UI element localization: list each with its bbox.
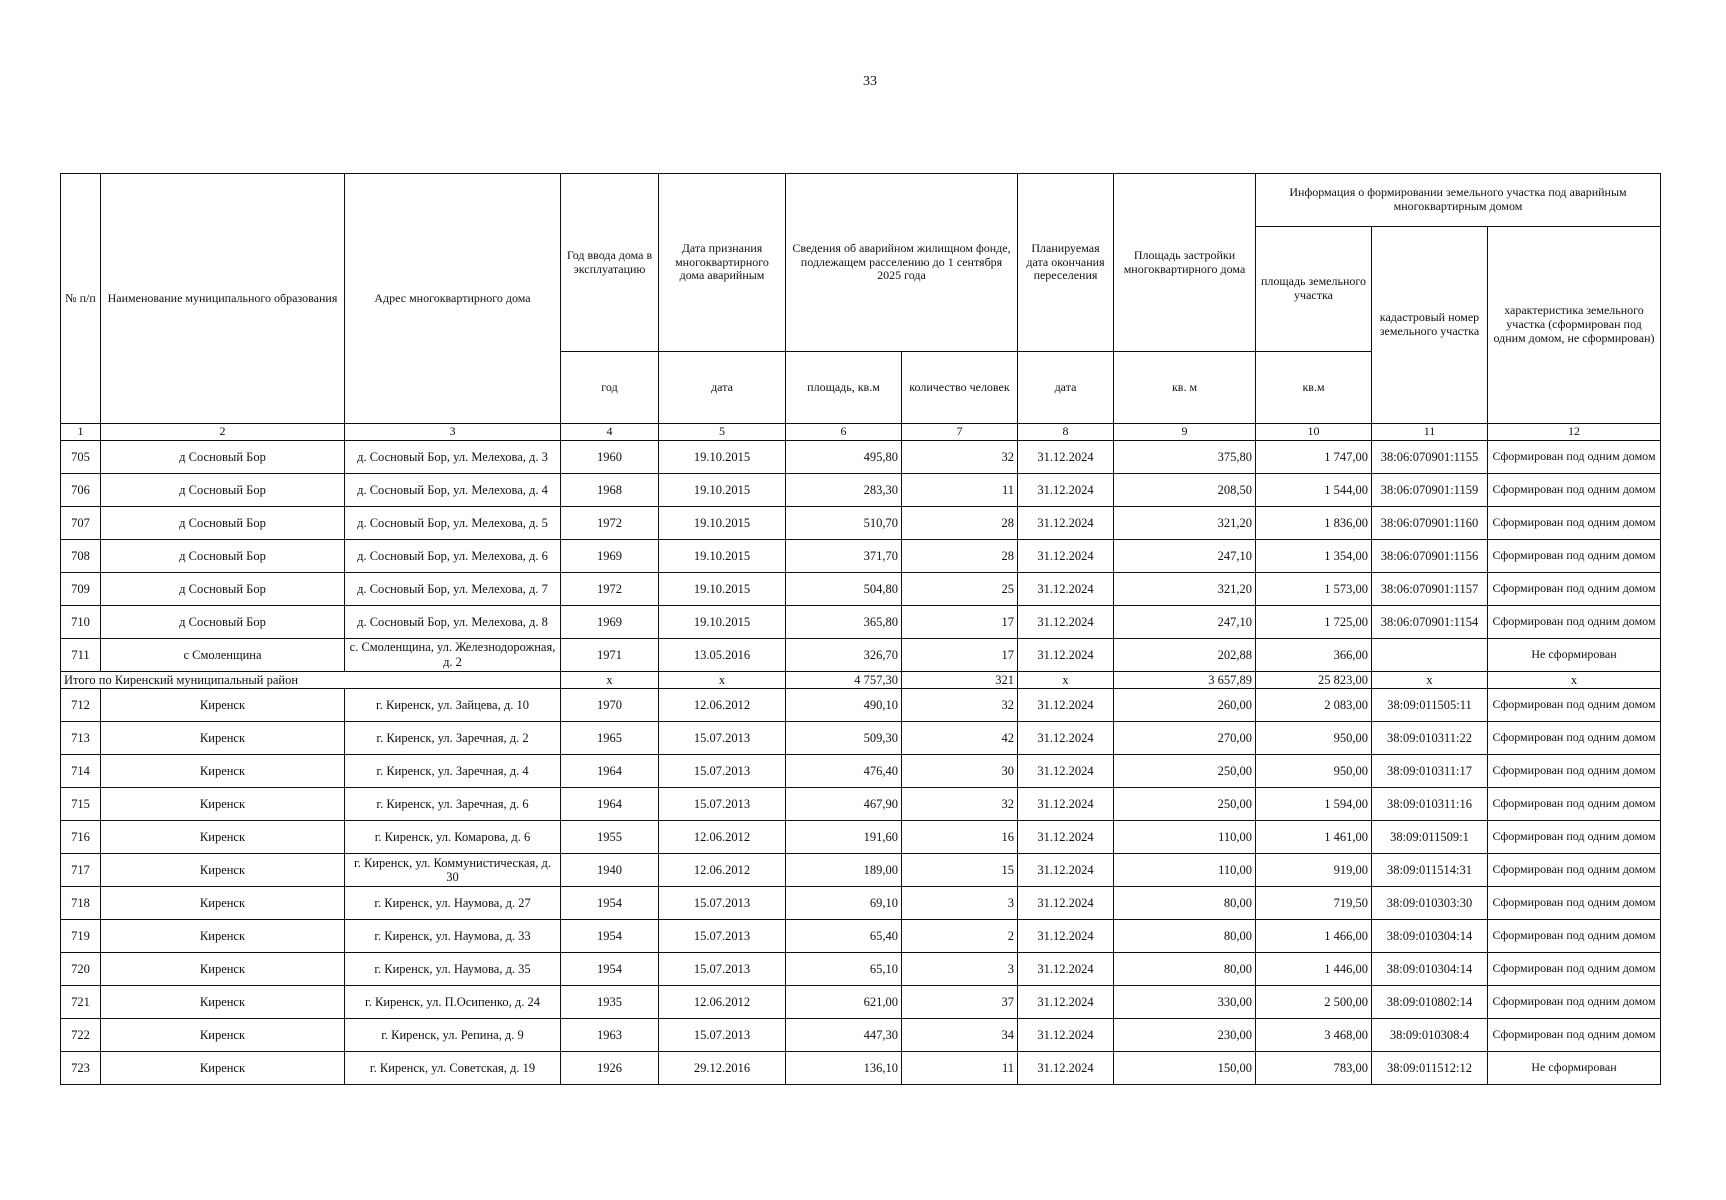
recognition-date: 15.07.2013 — [659, 722, 786, 755]
house-address: д. Сосновый Бор, ул. Мелехова, д. 7 — [345, 572, 561, 605]
housing-area: 504,80 — [786, 572, 902, 605]
row-number: 717 — [61, 854, 101, 887]
built-area: 375,80 — [1114, 440, 1256, 473]
built-area: 80,00 — [1114, 920, 1256, 953]
land-area: 950,00 — [1256, 722, 1372, 755]
column-index-cell: 3 — [345, 424, 561, 441]
house-address: г. Киренск, ул. Наумова, д. 33 — [345, 920, 561, 953]
cadastral-number: 38:09:010308:4 — [1372, 1019, 1488, 1052]
commission-year: 1969 — [561, 539, 659, 572]
table-row — [61, 920, 1661, 953]
housing-area: 69,10 — [786, 887, 902, 920]
recognition-date: 12.06.2012 — [659, 821, 786, 854]
land-area: 366,00 — [1256, 638, 1372, 671]
land-area: 1 544,00 — [1256, 473, 1372, 506]
built-area: 330,00 — [1114, 986, 1256, 1019]
land-area: 1 461,00 — [1256, 821, 1372, 854]
header-year-commission: Год ввода дома в эксплуатацию — [561, 174, 659, 352]
recognition-date: 19.10.2015 — [659, 539, 786, 572]
row-number: 711 — [61, 638, 101, 671]
planned-date: 31.12.2024 — [1018, 755, 1114, 788]
land-characteristic: Не сформирован — [1488, 1052, 1661, 1085]
housing-area: 476,40 — [786, 755, 902, 788]
land-characteristic: Сформирован под одним домом — [1488, 986, 1661, 1019]
recognition-date: 15.07.2013 — [659, 788, 786, 821]
subtotal-char: x — [1488, 671, 1661, 688]
page-number: 33 — [863, 74, 877, 89]
people-count: 11 — [902, 1052, 1018, 1085]
people-count: 32 — [902, 689, 1018, 722]
header-num: № п/п — [61, 174, 101, 424]
planned-date: 31.12.2024 — [1018, 1019, 1114, 1052]
house-address: г. Киренск, ул. Коммунистическая, д. 30 — [345, 854, 561, 887]
cadastral-number: 38:09:010802:14 — [1372, 986, 1488, 1019]
built-area: 80,00 — [1114, 887, 1256, 920]
row-number: 712 — [61, 689, 101, 722]
recognition-date: 13.05.2016 — [659, 638, 786, 671]
commission-year: 1972 — [561, 572, 659, 605]
planned-date: 31.12.2024 — [1018, 1052, 1114, 1085]
planned-date: 31.12.2024 — [1018, 440, 1114, 473]
land-characteristic: Сформирован под одним домом — [1488, 953, 1661, 986]
built-area: 250,00 — [1114, 755, 1256, 788]
row-number: 713 — [61, 722, 101, 755]
people-count: 32 — [902, 440, 1018, 473]
column-index-cell: 2 — [101, 424, 345, 441]
land-area: 1 594,00 — [1256, 788, 1372, 821]
row-number: 718 — [61, 887, 101, 920]
subtotal-people: 321 — [902, 671, 1018, 688]
recognition-date: 19.10.2015 — [659, 440, 786, 473]
header-land-info: Информация о формировании земельного участка под аварийным многоквартирным домом — [1256, 174, 1661, 227]
unit-land-m2: кв.м — [1256, 352, 1372, 424]
table-row — [61, 1019, 1661, 1052]
municipality-name: Киренск — [101, 1052, 345, 1085]
table-row — [61, 887, 1661, 920]
planned-date: 31.12.2024 — [1018, 887, 1114, 920]
table-row — [61, 506, 1661, 539]
municipality-name: д Сосновый Бор — [101, 473, 345, 506]
municipality-name: с Смоленщина — [101, 638, 345, 671]
housing-area: 189,00 — [786, 854, 902, 887]
row-number: 705 — [61, 440, 101, 473]
planned-date: 31.12.2024 — [1018, 605, 1114, 638]
column-index-cell: 1 — [61, 424, 101, 441]
recognition-date: 19.10.2015 — [659, 605, 786, 638]
planned-date: 31.12.2024 — [1018, 539, 1114, 572]
land-characteristic: Сформирован под одним домом — [1488, 572, 1661, 605]
people-count: 3 — [902, 953, 1018, 986]
row-number: 719 — [61, 920, 101, 953]
municipality-name: д Сосновый Бор — [101, 539, 345, 572]
people-count: 17 — [902, 605, 1018, 638]
commission-year: 1955 — [561, 821, 659, 854]
planned-date: 31.12.2024 — [1018, 722, 1114, 755]
people-count: 32 — [902, 788, 1018, 821]
unit-people: количество человек — [902, 352, 1018, 424]
header-planned-date: Планируемая дата окончания переселения — [1018, 174, 1114, 352]
commission-year: 1940 — [561, 854, 659, 887]
column-index-cell: 10 — [1256, 424, 1372, 441]
house-address: с. Смоленщина, ул. Железнодорожная, д. 2 — [345, 638, 561, 671]
cadastral-number: 38:06:070901:1155 — [1372, 440, 1488, 473]
recognition-date: 12.06.2012 — [659, 689, 786, 722]
land-characteristic: Сформирован под одним домом — [1488, 920, 1661, 953]
unit-date: дата — [659, 352, 786, 424]
housing-area: 191,60 — [786, 821, 902, 854]
row-number: 709 — [61, 572, 101, 605]
planned-date: 31.12.2024 — [1018, 920, 1114, 953]
house-address: г. Киренск, ул. Советская, д. 19 — [345, 1052, 561, 1085]
people-count: 15 — [902, 854, 1018, 887]
municipality-name: Киренск — [101, 953, 345, 986]
housing-area: 65,10 — [786, 953, 902, 986]
recognition-date: 19.10.2015 — [659, 572, 786, 605]
land-area: 1 446,00 — [1256, 953, 1372, 986]
municipality-name: Киренск — [101, 986, 345, 1019]
built-area: 247,10 — [1114, 539, 1256, 572]
built-area: 202,88 — [1114, 638, 1256, 671]
people-count: 3 — [902, 887, 1018, 920]
housing-area: 365,80 — [786, 605, 902, 638]
planned-date: 31.12.2024 — [1018, 689, 1114, 722]
row-number: 714 — [61, 755, 101, 788]
header-housing-info: Сведения об аварийном жилищном фонде, подлежащем расселению до 1 сентября 2025 года — [786, 174, 1018, 352]
column-index-cell: 7 — [902, 424, 1018, 441]
house-address: д. Сосновый Бор, ул. Мелехова, д. 4 — [345, 473, 561, 506]
recognition-date: 12.06.2012 — [659, 854, 786, 887]
table-row — [61, 473, 1661, 506]
recognition-date: 15.07.2013 — [659, 755, 786, 788]
resettlement-register-table — [60, 173, 1661, 1085]
cadastral-number: 38:09:011509:1 — [1372, 821, 1488, 854]
planned-date: 31.12.2024 — [1018, 854, 1114, 887]
column-index-cell: 9 — [1114, 424, 1256, 441]
land-characteristic: Сформирован под одним домом — [1488, 1019, 1661, 1052]
subtotal-label: Итого по Киренский муниципальный район — [61, 671, 561, 688]
housing-area: 621,00 — [786, 986, 902, 1019]
house-address: д. Сосновый Бор, ул. Мелехова, д. 3 — [345, 440, 561, 473]
built-area: 208,50 — [1114, 473, 1256, 506]
house-address: д. Сосновый Бор, ул. Мелехова, д. 6 — [345, 539, 561, 572]
land-characteristic: Не сформирован — [1488, 638, 1661, 671]
subtotal-row — [61, 671, 1661, 688]
people-count: 37 — [902, 986, 1018, 1019]
built-area: 321,20 — [1114, 506, 1256, 539]
commission-year: 1964 — [561, 755, 659, 788]
table-row — [61, 854, 1661, 887]
commission-year: 1971 — [561, 638, 659, 671]
subtotal-year: x — [561, 671, 659, 688]
row-number: 716 — [61, 821, 101, 854]
land-area: 2 500,00 — [1256, 986, 1372, 1019]
cadastral-number: 38:09:010311:17 — [1372, 755, 1488, 788]
planned-date: 31.12.2024 — [1018, 506, 1114, 539]
house-address: г. Киренск, ул. Комарова, д. 6 — [345, 821, 561, 854]
column-index-row — [61, 424, 1661, 441]
recognition-date: 15.07.2013 — [659, 887, 786, 920]
people-count: 16 — [902, 821, 1018, 854]
built-area: 150,00 — [1114, 1052, 1256, 1085]
municipality-name: Киренск — [101, 887, 345, 920]
header-recognition-date: Дата признания многоквартирного дома аварийным — [659, 174, 786, 352]
row-number: 721 — [61, 986, 101, 1019]
subtotal-cad: x — [1372, 671, 1488, 688]
cadastral-number: 38:09:010304:14 — [1372, 920, 1488, 953]
land-area: 783,00 — [1256, 1052, 1372, 1085]
municipality-name: Киренск — [101, 920, 345, 953]
unit-year: год — [561, 352, 659, 424]
table-row — [61, 953, 1661, 986]
cadastral-number: 38:06:070901:1160 — [1372, 506, 1488, 539]
table-row — [61, 572, 1661, 605]
built-area: 247,10 — [1114, 605, 1256, 638]
built-area: 321,20 — [1114, 572, 1256, 605]
built-area: 110,00 — [1114, 821, 1256, 854]
land-area: 3 468,00 — [1256, 1019, 1372, 1052]
cadastral-number: 38:06:070901:1157 — [1372, 572, 1488, 605]
subtotal-area: 4 757,30 — [786, 671, 902, 688]
commission-year: 1965 — [561, 722, 659, 755]
land-characteristic: Сформирован под одним домом — [1488, 722, 1661, 755]
header-cadastral: кадастровый номер земельного участка — [1372, 227, 1488, 424]
unit-area: площадь, кв.м — [786, 352, 902, 424]
recognition-date: 19.10.2015 — [659, 506, 786, 539]
built-area: 110,00 — [1114, 854, 1256, 887]
table-row — [61, 689, 1661, 722]
land-area: 950,00 — [1256, 755, 1372, 788]
cadastral-number: 38:09:010304:14 — [1372, 953, 1488, 986]
built-area: 260,00 — [1114, 689, 1256, 722]
commission-year: 1960 — [561, 440, 659, 473]
land-characteristic: Сформирован под одним домом — [1488, 854, 1661, 887]
land-characteristic: Сформирован под одним домом — [1488, 506, 1661, 539]
municipality-name: Киренск — [101, 722, 345, 755]
table-row — [61, 539, 1661, 572]
municipality-name: Киренск — [101, 854, 345, 887]
land-area: 919,00 — [1256, 854, 1372, 887]
municipality-name: Киренск — [101, 689, 345, 722]
land-characteristic: Сформирован под одним домом — [1488, 788, 1661, 821]
row-number: 706 — [61, 473, 101, 506]
municipality-name: Киренск — [101, 755, 345, 788]
table-row — [61, 638, 1661, 671]
built-area: 80,00 — [1114, 953, 1256, 986]
planned-date: 31.12.2024 — [1018, 986, 1114, 1019]
cadastral-number: 38:06:070901:1154 — [1372, 605, 1488, 638]
house-address: г. Киренск, ул. Зайцева, д. 10 — [345, 689, 561, 722]
commission-year: 1969 — [561, 605, 659, 638]
commission-year: 1954 — [561, 953, 659, 986]
land-characteristic: Сформирован под одним домом — [1488, 755, 1661, 788]
unit-built-m2: кв. м — [1114, 352, 1256, 424]
land-characteristic: Сформирован под одним домом — [1488, 821, 1661, 854]
people-count: 34 — [902, 1019, 1018, 1052]
header-address: Адрес многоквартирного дома — [345, 174, 561, 424]
municipality-name: Киренск — [101, 788, 345, 821]
subtotal-land: 25 823,00 — [1256, 671, 1372, 688]
land-area: 1 747,00 — [1256, 440, 1372, 473]
commission-year: 1926 — [561, 1052, 659, 1085]
municipality-name: Киренск — [101, 821, 345, 854]
header-land-area: площадь земельного участка — [1256, 227, 1372, 352]
cadastral-number: 38:09:010311:16 — [1372, 788, 1488, 821]
commission-year: 1954 — [561, 887, 659, 920]
table-row — [61, 821, 1661, 854]
housing-area: 467,90 — [786, 788, 902, 821]
land-area: 1 354,00 — [1256, 539, 1372, 572]
municipality-name: д Сосновый Бор — [101, 605, 345, 638]
table-row — [61, 722, 1661, 755]
unit-date-planned: дата — [1018, 352, 1114, 424]
subtotal-rec: x — [659, 671, 786, 688]
column-index-cell: 6 — [786, 424, 902, 441]
house-address: г. Киренск, ул. Заречная, д. 4 — [345, 755, 561, 788]
land-area: 1 725,00 — [1256, 605, 1372, 638]
people-count: 11 — [902, 473, 1018, 506]
cadastral-number: 38:09:011512:12 — [1372, 1052, 1488, 1085]
planned-date: 31.12.2024 — [1018, 788, 1114, 821]
housing-area: 495,80 — [786, 440, 902, 473]
commission-year: 1968 — [561, 473, 659, 506]
people-count: 2 — [902, 920, 1018, 953]
housing-area: 371,70 — [786, 539, 902, 572]
planned-date: 31.12.2024 — [1018, 821, 1114, 854]
planned-date: 31.12.2024 — [1018, 638, 1114, 671]
land-area: 1 466,00 — [1256, 920, 1372, 953]
recognition-date: 15.07.2013 — [659, 1019, 786, 1052]
people-count: 25 — [902, 572, 1018, 605]
municipality-name: д Сосновый Бор — [101, 506, 345, 539]
housing-area: 136,10 — [786, 1052, 902, 1085]
recognition-date: 15.07.2013 — [659, 953, 786, 986]
housing-area: 490,10 — [786, 689, 902, 722]
municipality-name: д Сосновый Бор — [101, 572, 345, 605]
header-municipality: Наименование муниципального образования — [101, 174, 345, 424]
commission-year: 1970 — [561, 689, 659, 722]
commission-year: 1935 — [561, 986, 659, 1019]
cadastral-number: 38:09:011505:11 — [1372, 689, 1488, 722]
row-number: 710 — [61, 605, 101, 638]
table-row — [61, 1052, 1661, 1085]
people-count: 17 — [902, 638, 1018, 671]
people-count: 42 — [902, 722, 1018, 755]
housing-area: 326,70 — [786, 638, 902, 671]
land-characteristic: Сформирован под одним домом — [1488, 605, 1661, 638]
column-index-cell: 11 — [1372, 424, 1488, 441]
table-row — [61, 755, 1661, 788]
planned-date: 31.12.2024 — [1018, 572, 1114, 605]
house-address: г. Киренск, ул. Наумова, д. 27 — [345, 887, 561, 920]
housing-area: 65,40 — [786, 920, 902, 953]
column-index-cell: 5 — [659, 424, 786, 441]
land-area: 719,50 — [1256, 887, 1372, 920]
land-area: 1 573,00 — [1256, 572, 1372, 605]
cadastral-number: 38:06:070901:1159 — [1372, 473, 1488, 506]
people-count: 30 — [902, 755, 1018, 788]
header-land-characteristic: характеристика земельного участка (сформирован под одним домом, не сформирован) — [1488, 227, 1661, 424]
commission-year: 1972 — [561, 506, 659, 539]
municipality-name: д Сосновый Бор — [101, 440, 345, 473]
row-number: 723 — [61, 1052, 101, 1085]
land-characteristic: Сформирован под одним домом — [1488, 440, 1661, 473]
table-row — [61, 605, 1661, 638]
cadastral-number: 38:06:070901:1156 — [1372, 539, 1488, 572]
column-index-cell: 12 — [1488, 424, 1661, 441]
recognition-date: 19.10.2015 — [659, 473, 786, 506]
recognition-date: 15.07.2013 — [659, 920, 786, 953]
housing-area: 509,30 — [786, 722, 902, 755]
commission-year: 1964 — [561, 788, 659, 821]
house-address: г. Киренск, ул. Заречная, д. 2 — [345, 722, 561, 755]
cadastral-number: 38:09:010311:22 — [1372, 722, 1488, 755]
land-characteristic: Сформирован под одним домом — [1488, 539, 1661, 572]
municipality-name: Киренск — [101, 1019, 345, 1052]
table-row — [61, 440, 1661, 473]
recognition-date: 29.12.2016 — [659, 1052, 786, 1085]
recognition-date: 12.06.2012 — [659, 986, 786, 1019]
land-characteristic: Сформирован под одним домом — [1488, 473, 1661, 506]
built-area: 230,00 — [1114, 1019, 1256, 1052]
subtotal-built: 3 657,89 — [1114, 671, 1256, 688]
row-number: 708 — [61, 539, 101, 572]
commission-year: 1954 — [561, 920, 659, 953]
cadastral-number — [1372, 638, 1488, 671]
housing-area: 510,70 — [786, 506, 902, 539]
row-number: 715 — [61, 788, 101, 821]
land-characteristic: Сформирован под одним домом — [1488, 887, 1661, 920]
column-index-cell: 4 — [561, 424, 659, 441]
subtotal-plan: x — [1018, 671, 1114, 688]
people-count: 28 — [902, 506, 1018, 539]
cadastral-number: 38:09:010303:30 — [1372, 887, 1488, 920]
house-address: д. Сосновый Бор, ул. Мелехова, д. 5 — [345, 506, 561, 539]
land-area: 1 836,00 — [1256, 506, 1372, 539]
housing-area: 447,30 — [786, 1019, 902, 1052]
header-built-area: Площадь застройки многоквартирного дома — [1114, 174, 1256, 352]
built-area: 270,00 — [1114, 722, 1256, 755]
planned-date: 31.12.2024 — [1018, 953, 1114, 986]
table-row — [61, 788, 1661, 821]
housing-area: 283,30 — [786, 473, 902, 506]
row-number: 720 — [61, 953, 101, 986]
house-address: г. Киренск, ул. Наумова, д. 35 — [345, 953, 561, 986]
planned-date: 31.12.2024 — [1018, 473, 1114, 506]
commission-year: 1963 — [561, 1019, 659, 1052]
cadastral-number: 38:09:011514:31 — [1372, 854, 1488, 887]
house-address: г. Киренск, ул. Заречная, д. 6 — [345, 788, 561, 821]
people-count: 28 — [902, 539, 1018, 572]
land-characteristic: Сформирован под одним домом — [1488, 689, 1661, 722]
house-address: д. Сосновый Бор, ул. Мелехова, д. 8 — [345, 605, 561, 638]
built-area: 250,00 — [1114, 788, 1256, 821]
house-address: г. Киренск, ул. Репина, д. 9 — [345, 1019, 561, 1052]
house-address: г. Киренск, ул. П.Осипенко, д. 24 — [345, 986, 561, 1019]
table-row — [61, 986, 1661, 1019]
row-number: 707 — [61, 506, 101, 539]
row-number: 722 — [61, 1019, 101, 1052]
column-index-cell: 8 — [1018, 424, 1114, 441]
land-area: 2 083,00 — [1256, 689, 1372, 722]
